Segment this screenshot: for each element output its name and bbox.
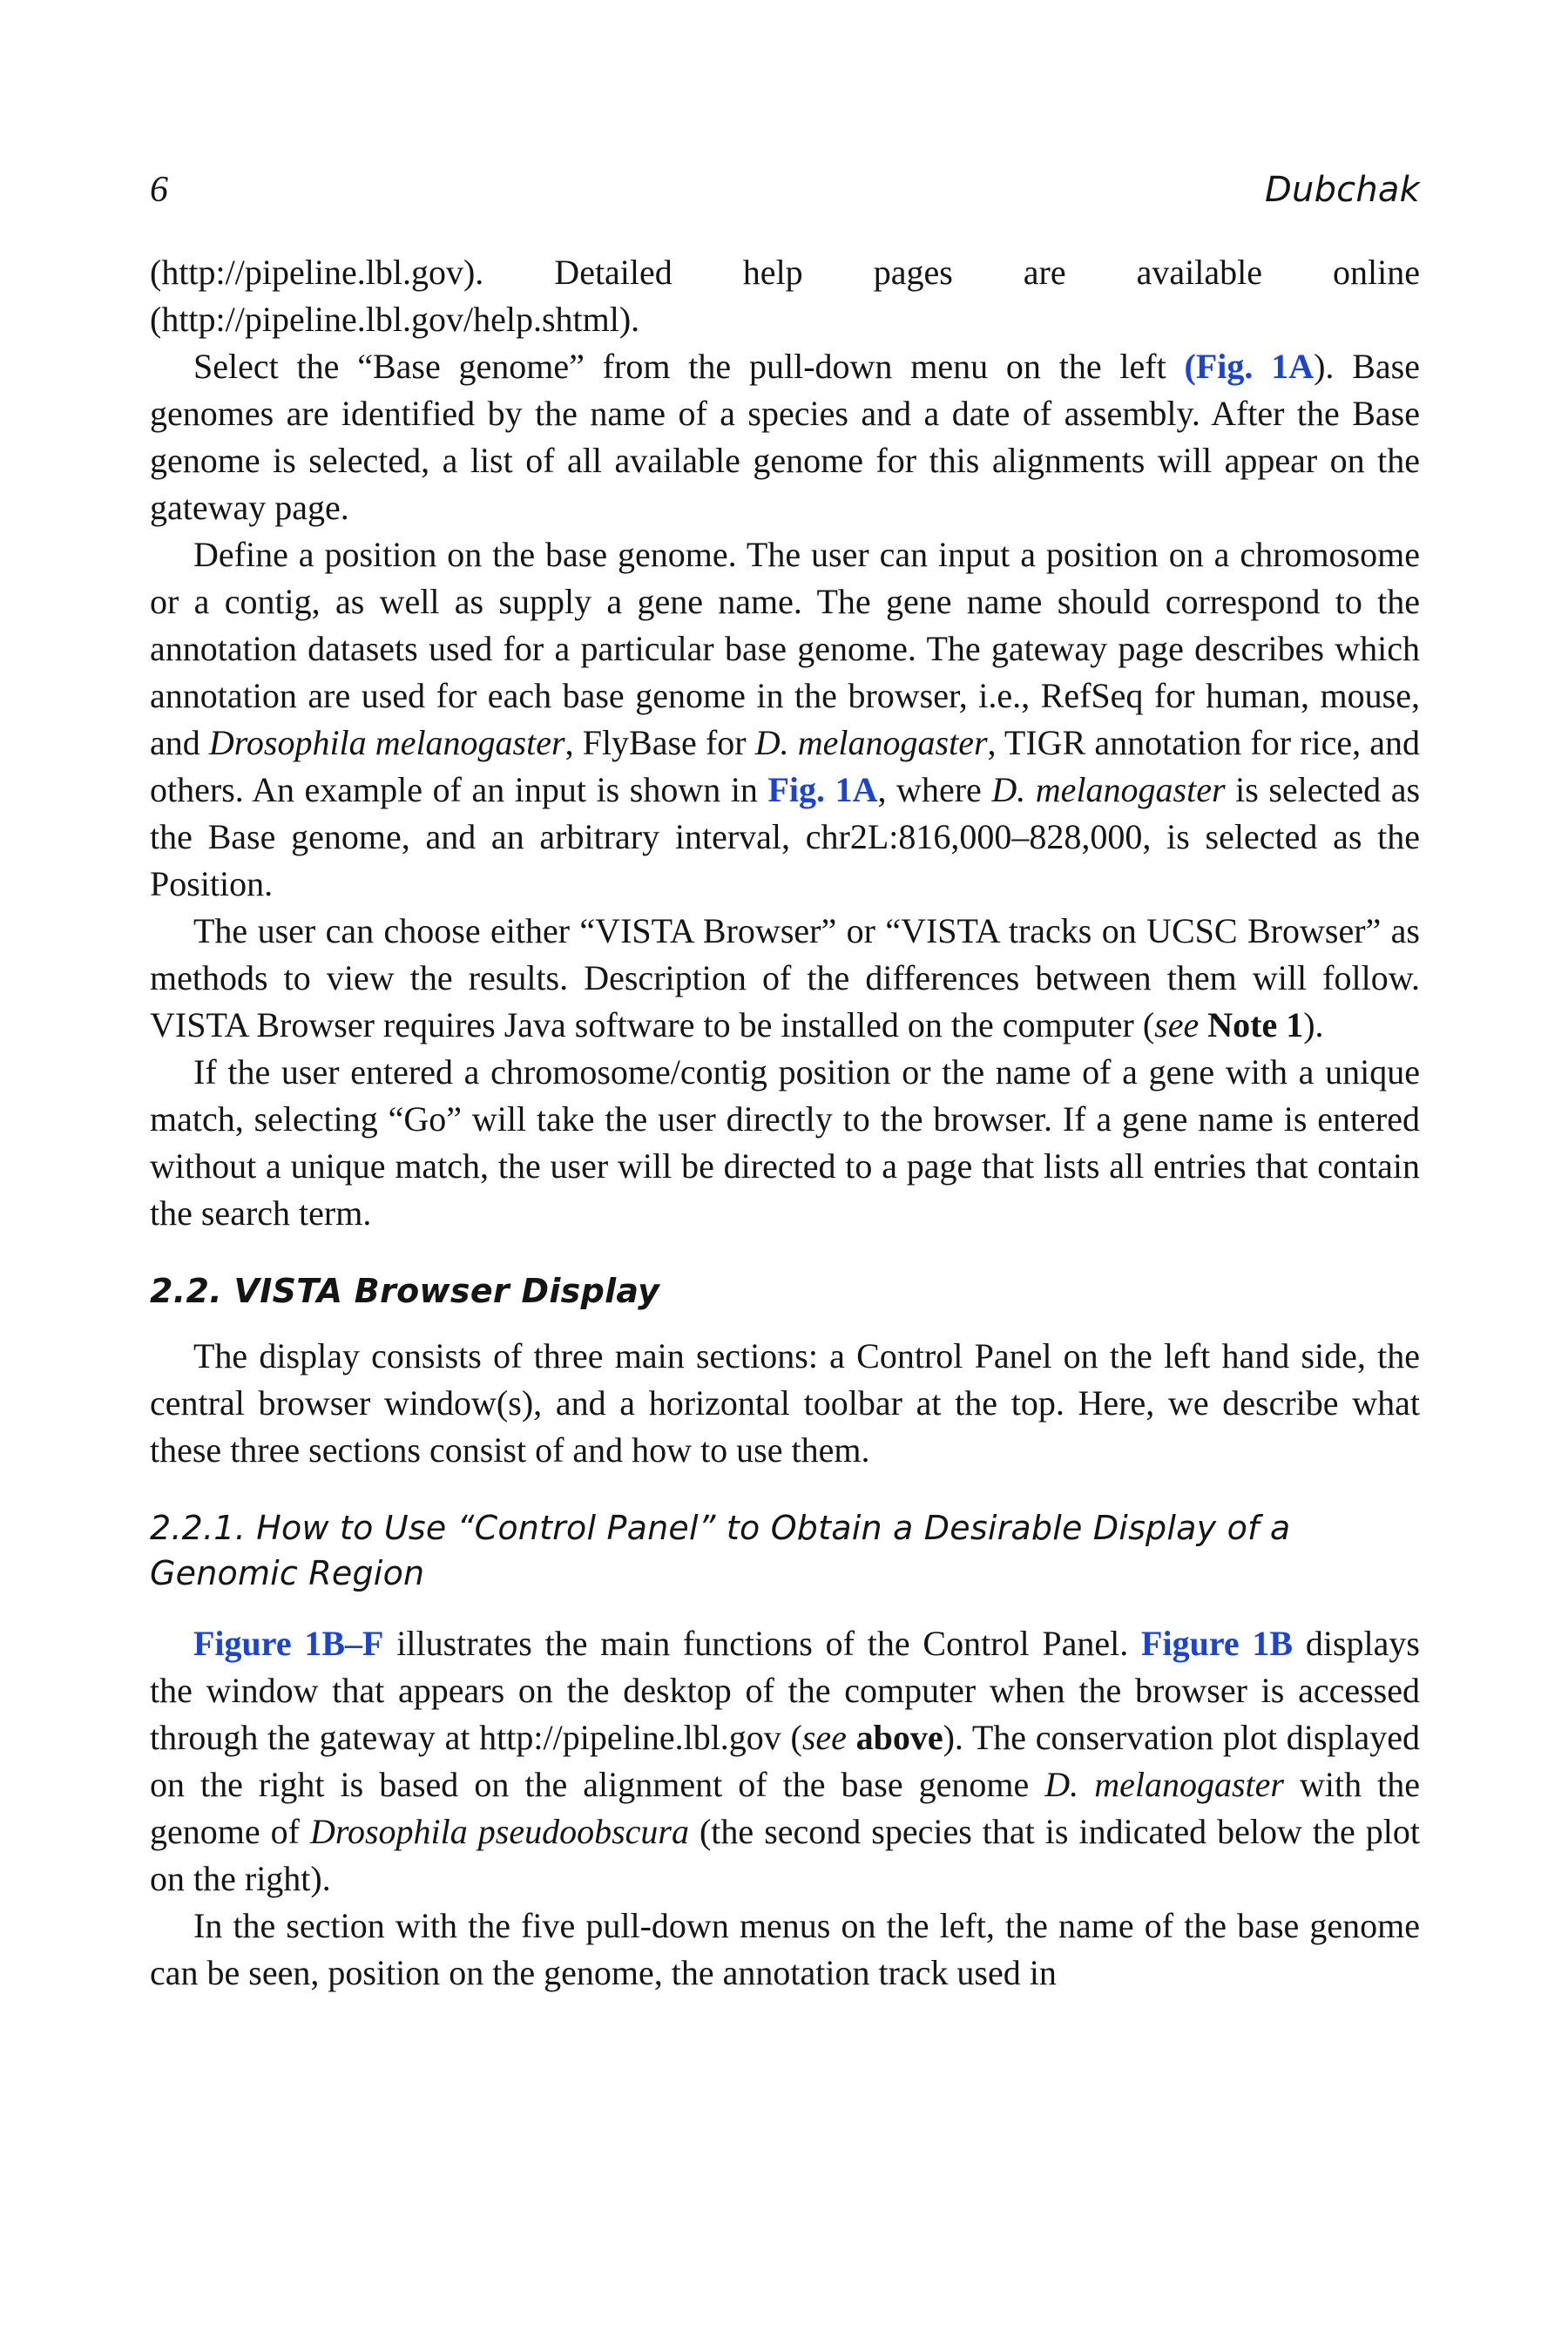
page-number: 6 bbox=[150, 170, 168, 210]
see-word: see bbox=[1154, 1005, 1200, 1044]
subsection-heading-2-2-1: 2.2.1. How to Use “Control Panel” to Obtain a Desirable Display of a Genomic Region bbox=[150, 1509, 1291, 1592]
paragraph-url-intro bbox=[150, 249, 1420, 343]
paragraph-display-sections bbox=[150, 1333, 1420, 1474]
paragraph-control-panel bbox=[150, 1620, 1420, 1903]
running-head bbox=[150, 166, 1420, 214]
species-name: D. melanogaster bbox=[1044, 1765, 1284, 1804]
paragraph-text: illustrates the main functions of the Control Panel. bbox=[383, 1624, 1142, 1663]
paragraph-text: ). Base genomes are identified by the name of a species and a date of assembly. After the Base genome is selected, a list of all available genome for this alignments will appear on the gateway page. bbox=[150, 347, 1420, 527]
paragraph-text: (the second species that is indicated below the plot on the right). bbox=[150, 1812, 1420, 1898]
fig-1a-link[interactable]: (Fig. 1A bbox=[1184, 347, 1315, 386]
paragraph-text: is selected as the Base genome, and an arbitrary interval, chr2L:816,000–828,000, is selected as the Position. bbox=[150, 770, 1421, 903]
species-name: D. melanogaster bbox=[991, 770, 1226, 809]
paragraph-text: Select the “Base genome” from the pull-down menu on the left bbox=[193, 347, 1185, 386]
fig-1a-link[interactable]: Fig. 1A bbox=[767, 770, 878, 809]
paragraph-browser-choice bbox=[150, 908, 1420, 1049]
paragraph-base-genome bbox=[150, 343, 1420, 531]
paragraph-text: The display consists of three main sections: a Control Panel on the left hand side, the central browser window(s), and a horizontal toolbar at the top. Here, we describe what these three sections consist of and how to use them. bbox=[150, 1336, 1420, 1470]
above-reference: above bbox=[855, 1718, 943, 1757]
paragraph-text: (http://pipeline.lbl.gov). Detailed help pages are available online (http://pipeline.lbl.gov/help.shtml). bbox=[150, 253, 1420, 339]
fig-1b-link[interactable]: Figure 1B bbox=[1141, 1624, 1294, 1663]
paragraph-pulldown-menus bbox=[150, 1903, 1420, 1997]
paragraph-text: , where bbox=[877, 770, 992, 809]
paragraph-text: , TIGR annotation for rice, and others. An example of an input is shown in bbox=[150, 723, 1420, 809]
fig-1b-f-link[interactable]: Figure 1B–F bbox=[193, 1624, 384, 1663]
species-name: Drosophila melanogaster bbox=[208, 723, 565, 762]
paragraph-text: The user can choose either “VISTA Browser” or “VISTA tracks on UCSC Browser” as methods to view the results. Description of the differences between them will follow. VISTA Browser requires Java software to be installed on the computer ( bbox=[150, 911, 1420, 1044]
see-word: see bbox=[801, 1718, 847, 1757]
paragraph-go bbox=[150, 1049, 1420, 1237]
paragraph-text: If the user entered a chromosome/contig position or the name of a gene with a unique match, selecting “Go” will take the user directly to the browser. If a gene name is entered without a unique match, the user will be directed to a page that lists all entries that contain the search term. bbox=[150, 1052, 1420, 1233]
paragraph-position bbox=[150, 531, 1420, 908]
species-name: Drosophila pseudoobscura bbox=[309, 1812, 689, 1851]
paragraph-text: displays the window that appears on the desktop of the computer when the browser is accessed through the gateway at http://pipeline.lbl.gov ( bbox=[150, 1624, 1420, 1757]
paragraph-text: with the genome of bbox=[150, 1765, 1421, 1851]
page bbox=[150, 166, 1420, 1997]
running-head-author: Dubchak bbox=[1265, 170, 1420, 210]
species-name: D. melanogaster bbox=[754, 723, 988, 762]
paragraph-text: ). The conservation plot displayed on the right is based on the alignment of the base genome bbox=[150, 1718, 1421, 1804]
note-reference: Note 1 bbox=[1207, 1005, 1304, 1044]
paragraph-text: Define a position on the base genome. The user can input a position on a chromosome or a contig, as well as supply a gene name. The gene name should correspond to the annotation datasets used for a particular base genome. The gateway page describes which annotation are used for each base genome in the browser, i.e., RefSeq for human, mouse, and bbox=[150, 535, 1420, 762]
paragraph-text: , FlyBase for bbox=[564, 723, 755, 762]
paragraph-text: In the section with the five pull-down menus on the left, the name of the base genome can be seen, position on the genome, the annotation track used in bbox=[150, 1906, 1420, 1992]
paragraph-text: ). bbox=[1303, 1005, 1324, 1044]
section-heading-2-2: 2.2. VISTA Browser Display bbox=[150, 1272, 660, 1310]
